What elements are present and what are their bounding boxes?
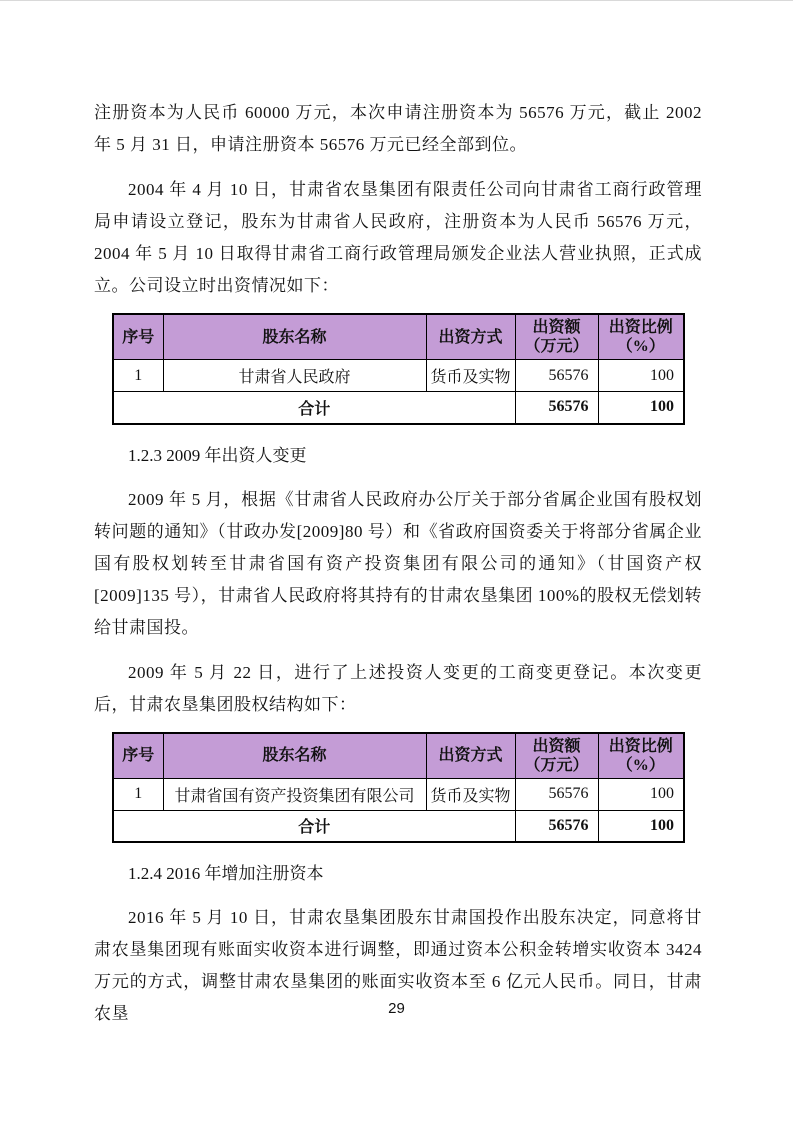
table-header-method: 出资方式 [426, 314, 515, 360]
table-header-shareholder: 股东名称 [163, 314, 426, 360]
cell-total-label: 合计 [113, 392, 515, 424]
cell-no: 1 [113, 360, 163, 392]
table-row [113, 778, 684, 810]
page-number: 29 [388, 1000, 405, 1017]
cell-total-ratio: 100 [598, 392, 684, 424]
table-total-row [113, 392, 684, 424]
body-paragraph-2009-transfer: 2009 年 5 月，根据《甘肃省人民政府办公厅关于部分省属企业国有股权划转问题的通知》（甘政办发[2009]80 号）和《省政府国资委关于将部分省属企业国有股权划转至甘肃省国有资产投资集团有限公司的通知》（甘国资产权[2009]135 号），甘肃省人民政府将其持有的甘肃农垦集团 100%的股权无偿划转给甘肃国投。 [94, 489, 702, 637]
cell-ratio: 100 [598, 778, 684, 810]
cell-shareholder: 甘肃省人民政府 [163, 360, 426, 392]
cell-amount: 56576 [515, 360, 598, 392]
page-content [94, 1, 702, 1030]
cell-total-amount: 56576 [515, 810, 598, 842]
cell-total-ratio: 100 [598, 810, 684, 842]
table-header-method: 出资方式 [426, 733, 515, 779]
section-heading-124: 1.2.4 2016 年增加注册资本 [128, 864, 324, 883]
cell-ratio: 100 [598, 360, 684, 392]
table-row [113, 360, 684, 392]
cell-total-label: 合计 [113, 810, 515, 842]
cell-shareholder: 甘肃省国有资产投资集团有限公司 [163, 778, 426, 810]
body-paragraph-2004-registration: 2004 年 4 月 10 日，甘肃省农垦集团有限责任公司向甘肃省工商行政管理局申请设立登记，股东为甘肃省人民政府，注册资本为人民币 56576 万元，2004 年 5 月 10 日取得甘肃省工商行政管理局颁发企业法人营业执照，正式成立。公司设立时出资情况如下： [94, 180, 702, 295]
table-header-shareholder: 股东名称 [163, 733, 426, 779]
cell-method: 货币及实物 [426, 778, 515, 810]
cell-amount: 56576 [515, 778, 598, 810]
cell-no: 1 [113, 778, 163, 810]
body-paragraph-2016-increase: 2016 年 5 月 10 日，甘肃农垦集团股东甘肃国投作出股东决定，同意将甘肃农垦集团现有账面实收资本进行调整，即通过资本公积金转增实收资本 3424 万元的方式，调整甘肃农垦集团的账面实收资本至 6 亿元人民币。同日，甘肃农垦 [94, 908, 702, 1023]
table-header-no: 序号 [113, 733, 163, 779]
table-header-row [113, 733, 684, 779]
table-header-ratio: 出资比例 （%） [598, 733, 684, 779]
table-header-amount: 出资额 （万元） [515, 314, 598, 360]
cell-method: 货币及实物 [426, 360, 515, 392]
table-header-amount: 出资额 （万元） [515, 733, 598, 779]
table-header-row [113, 314, 684, 360]
table-total-row [113, 810, 684, 842]
cell-total-amount: 56576 [515, 392, 598, 424]
body-paragraph-registered-capital: 注册资本为人民币 60000 万元，本次申请注册资本为 56576 万元，截止 2002 年 5 月 31 日，申请注册资本 56576 万元已经全部到位。 [94, 103, 702, 154]
section-heading-123: 1.2.3 2009 年出资人变更 [128, 445, 307, 465]
table-header-ratio: 出资比例 （%） [598, 314, 684, 360]
body-paragraph-2009-change: 2009 年 5 月 22 日，进行了上述投资人变更的工商变更登记。本次变更后，甘肃农垦集团股权结构如下： [94, 662, 702, 714]
shareholder-table-2004 [112, 313, 685, 425]
shareholder-table-2009 [112, 732, 685, 844]
table-header-no: 序号 [113, 314, 163, 360]
